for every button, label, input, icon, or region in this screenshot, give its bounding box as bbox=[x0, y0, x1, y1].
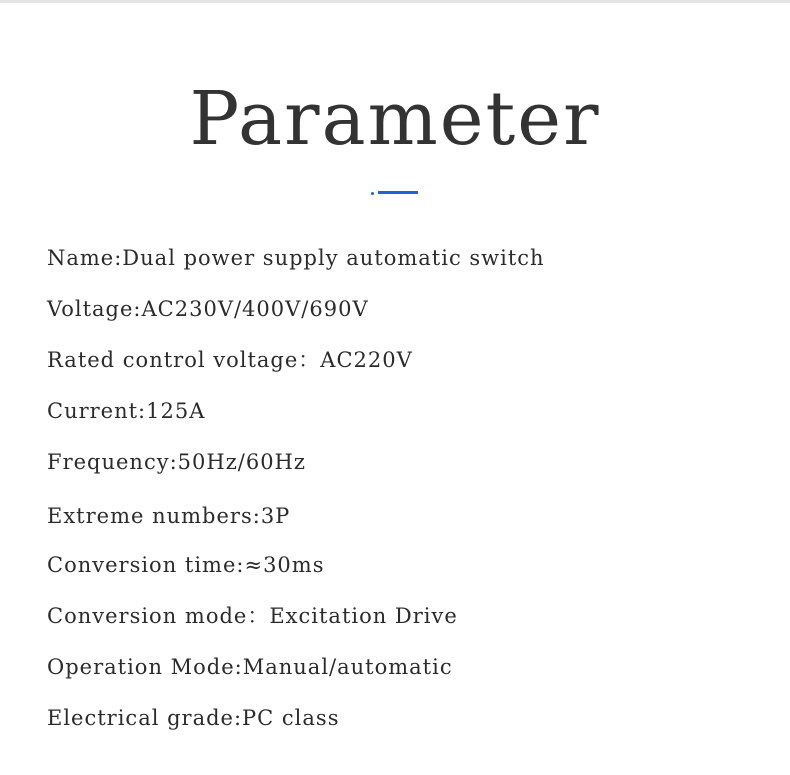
param-rated-control-voltage: Rated control voltage：AC220V bbox=[47, 348, 413, 372]
accent-dot bbox=[371, 192, 374, 195]
top-divider bbox=[0, 0, 790, 3]
param-frequency: Frequency:50Hz/60Hz bbox=[47, 450, 306, 474]
param-conversion-time: Conversion time:≈30ms bbox=[47, 553, 325, 577]
param-conversion-mode: Conversion mode：Excitation Drive bbox=[47, 604, 458, 628]
param-name: Name:Dual power supply automatic switch bbox=[47, 246, 545, 270]
param-current: Current:125A bbox=[47, 399, 206, 423]
param-electrical-grade: Electrical grade:PC class bbox=[47, 706, 340, 730]
param-extreme-numbers: Extreme numbers:3P bbox=[47, 504, 291, 528]
param-operation-mode: Operation Mode:Manual/automatic bbox=[47, 655, 453, 679]
accent-bar bbox=[378, 191, 418, 194]
page-title: Parameter bbox=[189, 76, 601, 162]
parameter-list bbox=[47, 240, 545, 751]
param-voltage: Voltage:AC230V/400V/690V bbox=[47, 297, 369, 321]
title-accent-underline bbox=[371, 191, 419, 195]
